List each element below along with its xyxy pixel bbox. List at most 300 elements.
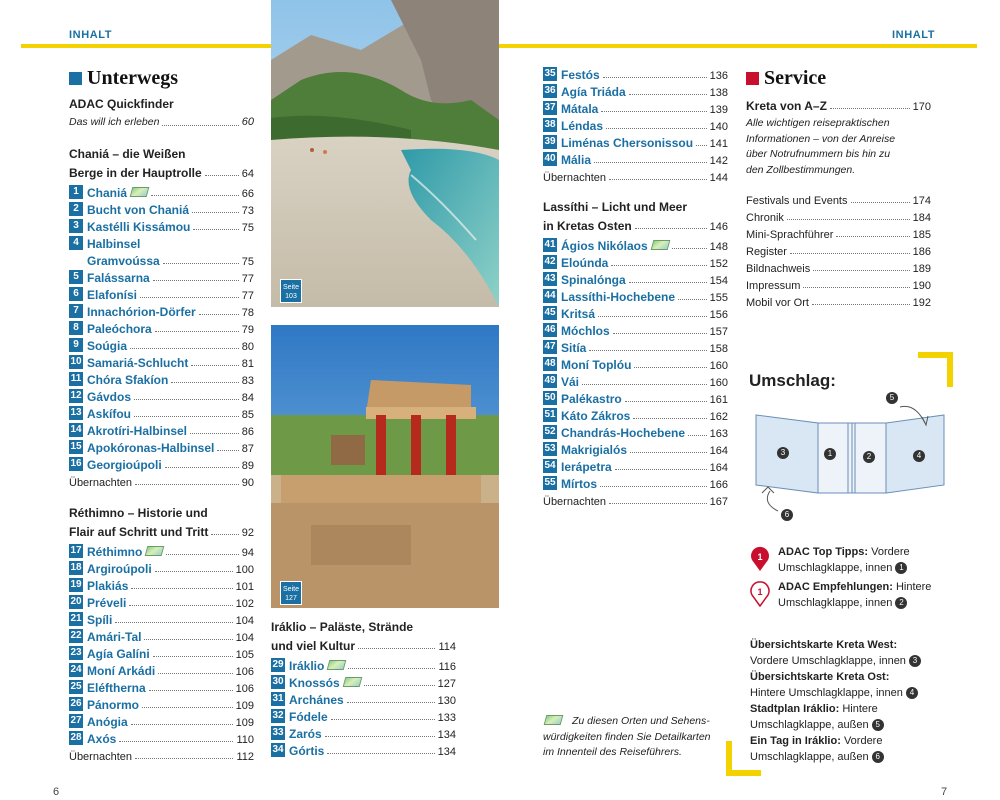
entry-page: 104 — [235, 615, 254, 627]
entry-number-badge: 30 — [272, 676, 284, 687]
entry-page: 184 — [912, 212, 931, 224]
service-entry[interactable] — [746, 207, 931, 224]
header-rule-left — [21, 44, 271, 48]
entry-name: Mírtos — [561, 477, 597, 491]
entry-number-badge: 14 — [70, 424, 82, 435]
leader-dots — [119, 741, 233, 742]
entry-name: Ágios Nikólaos — [561, 239, 648, 253]
kreta-a-z-row[interactable]: Kreta von A–Z 170 — [746, 99, 931, 113]
toc-entry[interactable] — [271, 724, 456, 741]
leader-dots — [812, 304, 910, 305]
entry-number-badge: 3 — [69, 219, 83, 233]
corner-mark-top — [918, 352, 953, 358]
leader-dots — [629, 94, 707, 95]
detail-map-icon — [327, 660, 347, 670]
iraklio-entry-list — [271, 656, 456, 758]
page-number-right: 7 — [941, 786, 948, 798]
entry-name: Akrotíri-Halbinsel — [87, 424, 188, 438]
toc-entry[interactable] — [543, 82, 728, 99]
cover-diagram — [740, 385, 960, 525]
entry-name: Chronik — [746, 212, 784, 224]
section-square-icon — [746, 72, 759, 85]
entry-number-badge: 7 — [69, 304, 83, 318]
entry-number-badge: 36 — [544, 85, 556, 96]
entry-number-badge: 47 — [544, 341, 556, 352]
leader-dots — [582, 384, 707, 385]
leader-dots — [331, 719, 435, 720]
entry-number-badge: 52 — [544, 426, 556, 437]
entry-number-badge: 55 — [544, 477, 556, 488]
toc-entry[interactable] — [543, 304, 728, 321]
leader-dots — [140, 297, 239, 298]
toc-entry[interactable] — [543, 338, 728, 355]
entry-page: 139 — [709, 104, 728, 116]
toc-entry[interactable] — [543, 423, 728, 440]
entry-number-badge: 23 — [70, 647, 82, 658]
region-rethimno-title-1: Réthimno – Historie und — [69, 506, 208, 520]
entry-number-badge: 4 — [69, 236, 83, 250]
entry-page: 163 — [709, 428, 728, 440]
entry-number-badge: 5 — [69, 270, 83, 284]
detail-map-icon — [342, 677, 362, 687]
entry-number-badge: 45 — [544, 307, 556, 318]
entry-name: Paleóchora — [87, 322, 152, 336]
leader-dots — [672, 248, 707, 249]
entry-page: 157 — [709, 326, 728, 338]
entry-number-badge: 17 — [70, 545, 82, 556]
leader-dots — [790, 253, 910, 254]
toc-entry[interactable] — [543, 457, 728, 474]
entry-number-badge: 46 — [544, 324, 556, 335]
empfehlung-icon — [750, 581, 770, 607]
entry-page: 138 — [709, 87, 728, 99]
entry-number-badge: 1 — [69, 185, 83, 199]
entry-name: Kritsá — [561, 307, 596, 321]
toc-entry[interactable] — [543, 389, 728, 406]
entry-name: Eléftherna — [87, 681, 146, 695]
entry-name: Pánormo — [87, 698, 140, 712]
entry-page: 75 — [241, 256, 254, 268]
toc-entry[interactable] — [69, 438, 254, 455]
toc-entry[interactable] — [543, 236, 728, 253]
entry-page: 116 — [438, 661, 456, 673]
toc-entry[interactable] — [543, 372, 728, 389]
cover-label-2: 2 — [863, 451, 875, 463]
entry-name: Spinalónga — [561, 273, 626, 287]
leader-dots — [134, 416, 239, 417]
toc-entry[interactable] — [69, 610, 254, 627]
entry-page: 155 — [709, 292, 728, 304]
leader-dots — [199, 314, 239, 315]
header-rule-right — [499, 44, 977, 48]
knossos-illustration — [271, 325, 499, 608]
entry-page: 158 — [709, 343, 728, 355]
entry-page: 152 — [709, 258, 728, 270]
toc-entry[interactable] — [69, 183, 254, 200]
toc-entry[interactable] — [69, 251, 254, 268]
entry-number-badge: 42 — [544, 256, 556, 267]
toc-entry[interactable] — [69, 576, 254, 593]
map-note: Zu diesen Orten und Sehens- würdigkeiten finden Sie Detailkarten im Innenteil des Reiseführers. — [543, 715, 711, 758]
leader-dots — [325, 736, 435, 737]
leader-dots — [813, 270, 909, 271]
entry-number-badge: 2 — [69, 202, 83, 216]
leader-dots — [217, 450, 238, 451]
entry-number-badge: 53 — [544, 443, 556, 454]
toc-entry[interactable] — [271, 690, 456, 707]
service-entry[interactable] — [746, 292, 931, 309]
page-number-left: 6 — [53, 786, 60, 798]
toc-entry[interactable] — [69, 712, 254, 729]
entry-page: 156 — [709, 309, 728, 321]
entry-page: 148 — [709, 241, 728, 253]
toc-entry[interactable] — [69, 336, 254, 353]
entry-page: 110 — [236, 734, 254, 746]
toc-entry[interactable] — [543, 474, 728, 491]
entry-page: 142 — [709, 155, 728, 167]
leader-dots — [634, 367, 706, 368]
toc-entry[interactable] — [69, 217, 254, 234]
toc-entry[interactable] — [271, 707, 456, 724]
entry-name: Mini-Sprachführer — [746, 229, 834, 241]
header-right: INHALT — [892, 29, 936, 41]
entry-number-badge: 41 — [544, 239, 556, 250]
leader-dots — [155, 571, 233, 572]
entry-number-badge: 26 — [70, 698, 82, 709]
entry-name: Palékastro — [561, 392, 622, 406]
entry-name: Anógia — [87, 715, 128, 729]
entry-name: Festós — [561, 68, 600, 82]
leader-dots — [193, 229, 238, 230]
toc-entry[interactable] — [69, 644, 254, 661]
lassithi-entry-list — [543, 236, 728, 491]
entry-name: Festivals und Events — [746, 195, 848, 207]
entry-name: Ierápetra — [561, 460, 612, 474]
toc-entry[interactable] — [69, 285, 254, 302]
toc-entry[interactable] — [543, 287, 728, 304]
service-entry[interactable] — [746, 190, 931, 207]
entry-name: Chaniá — [87, 186, 128, 200]
toc-entry[interactable] — [271, 741, 456, 758]
overview-row[interactable]: Übernachten 112 — [69, 751, 254, 763]
leader-dots — [696, 145, 707, 146]
iraklio-entry-list-cont — [543, 65, 728, 167]
toc-entry[interactable] — [69, 627, 254, 644]
leader-dots — [192, 212, 239, 213]
leader-dots — [163, 263, 239, 264]
entry-name: Agía Galíni — [87, 647, 150, 661]
entry-name: Archánes — [289, 693, 344, 707]
cover-label-5: 5 — [886, 392, 898, 404]
leader-dots — [629, 282, 707, 283]
leader-dots — [158, 673, 232, 674]
entry-number-badge: 24 — [70, 664, 82, 675]
toc-column-1 — [69, 66, 254, 763]
entry-name: Lassíthi-Hochebene — [561, 290, 676, 304]
rethimno-entry-list — [69, 542, 254, 746]
leader-dots — [600, 486, 707, 487]
toc-entry[interactable] — [69, 370, 254, 387]
entry-number-badge: 38 — [544, 119, 556, 130]
entry-name: Georgioúpoli — [87, 458, 162, 472]
leader-dots — [678, 299, 707, 300]
page-badge-127: Seite 127 — [280, 581, 302, 605]
leader-dots — [327, 753, 434, 754]
leader-dots — [166, 554, 238, 555]
entry-page: 164 — [709, 445, 728, 457]
toc-entry[interactable] — [543, 406, 728, 423]
detail-map-icon — [145, 546, 165, 556]
leader-dots — [615, 469, 707, 470]
entry-page: 79 — [241, 324, 254, 336]
entry-name: Mália — [561, 153, 592, 167]
entry-name: Gávdos — [87, 390, 132, 404]
entry-number-badge: 29 — [272, 659, 284, 670]
leader-dots — [153, 280, 239, 281]
entry-page: 133 — [437, 712, 456, 724]
quickfinder-row[interactable]: Das will ich erleben 60 — [69, 115, 254, 128]
entry-name: Káto Zákros — [561, 409, 631, 423]
overview-row[interactable]: Übernachten 90 — [69, 477, 254, 489]
entry-page: 185 — [912, 229, 931, 241]
leader-dots — [347, 702, 435, 703]
legend-empfehlungen: 1 ADAC Empfehlungen: Hintere Umschlagklappe, innen 2 — [750, 579, 950, 611]
entry-page: 160 — [709, 377, 728, 389]
toc-entry[interactable] — [69, 455, 254, 472]
toc-entry[interactable] — [69, 559, 254, 576]
umschlag-title: Umschlag: — [749, 371, 836, 390]
leader-dots — [598, 316, 707, 317]
entry-name: Vái — [561, 375, 580, 389]
entry-number-badge: 34 — [272, 744, 284, 755]
entry-page: 109 — [235, 700, 254, 712]
entry-name: Mátala — [561, 102, 599, 116]
leader-dots — [144, 639, 232, 640]
toc-entry[interactable] — [69, 661, 254, 678]
entry-page: 66 — [241, 188, 254, 200]
entry-page: 109 — [235, 717, 254, 729]
entry-name: Register — [746, 246, 787, 258]
entry-name: Zarós — [289, 727, 322, 741]
entry-name: Halbinsel — [87, 237, 141, 251]
leader-dots — [115, 622, 232, 623]
entry-name: Fódele — [289, 710, 328, 724]
cover-label-1: 1 — [824, 448, 836, 460]
toc-entry[interactable] — [271, 673, 456, 690]
leader-dots — [155, 331, 239, 332]
region-rethimno-row[interactable]: Flair auf Schritt und Tritt 92 — [69, 525, 254, 539]
entry-page: 89 — [241, 460, 254, 472]
photo-knossos — [271, 325, 499, 608]
entry-name: Préveli — [87, 596, 127, 610]
entry-page: 134 — [437, 746, 456, 758]
entry-number-badge: 8 — [69, 321, 83, 335]
entry-name: Bildnachweis — [746, 263, 811, 275]
leader-dots — [130, 348, 239, 349]
leader-dots — [611, 265, 706, 266]
overview-row[interactable]: Übernachten 144 — [543, 172, 728, 184]
legend-top-tipps: 1 ADAC Top Tipps: Vordere Umschlagklappe, innen 1 — [750, 544, 950, 576]
entry-number-badge: 43 — [544, 273, 556, 284]
toc-entry[interactable] — [543, 99, 728, 116]
entry-number-badge: 37 — [544, 102, 556, 113]
entry-number-badge: 22 — [70, 630, 82, 641]
region-lassithi-row[interactable]: in Kretas Osten 146 — [543, 219, 728, 233]
entry-name: Elafonísi — [87, 288, 138, 302]
region-iraklio-title-1: Iráklio – Paläste, Strände — [271, 620, 414, 634]
service-entry[interactable] — [746, 275, 931, 292]
toc-entry[interactable] — [69, 353, 254, 370]
leader-dots — [625, 401, 707, 402]
entry-page: 75 — [241, 222, 254, 234]
header-left: INHALT — [69, 29, 113, 41]
entry-number-badge: 11 — [70, 373, 82, 384]
leader-dots — [165, 467, 239, 468]
entry-page: 104 — [235, 632, 254, 644]
leader-dots — [190, 433, 239, 434]
leader-dots — [149, 690, 233, 691]
overview-row[interactable]: Übernachten 167 — [543, 496, 728, 508]
entry-number-badge: 18 — [70, 562, 82, 573]
leader-dots — [131, 724, 233, 725]
entry-number-badge: 15 — [70, 441, 82, 452]
toc-entry[interactable] — [69, 268, 254, 285]
entry-name: Kastélli Kissámou — [87, 220, 191, 234]
entry-name: Móchlos — [561, 324, 610, 338]
leader-dots — [191, 365, 238, 366]
service-entry[interactable] — [746, 241, 931, 258]
toc-entry[interactable] — [69, 542, 254, 559]
toc-entry[interactable] — [69, 319, 254, 336]
leader-dots — [603, 77, 707, 78]
detail-map-icon — [130, 187, 150, 197]
region-chania-row[interactable]: Berge in der Hauptrolle 64 — [69, 166, 254, 180]
entry-page: 130 — [437, 695, 456, 707]
region-iraklio-row[interactable]: und viel Kultur 114 — [271, 639, 456, 653]
entry-number-badge: 9 — [69, 338, 83, 352]
region-chania-title-1: Chaniá – die Weißen — [69, 147, 186, 161]
entry-page: 84 — [241, 392, 254, 404]
entry-page: 102 — [235, 598, 254, 610]
toc-entry[interactable] — [543, 270, 728, 287]
toc-entry[interactable] — [543, 253, 728, 270]
entry-number-badge: 39 — [544, 136, 556, 147]
toc-entry[interactable] — [69, 387, 254, 404]
entry-number-badge: 12 — [70, 390, 82, 401]
service-entry[interactable] — [746, 224, 931, 241]
entry-name: Léndas — [561, 119, 604, 133]
leader-dots — [151, 195, 239, 196]
entry-page: 136 — [709, 70, 728, 82]
entry-number-badge: 32 — [272, 710, 284, 721]
entry-page: 140 — [709, 121, 728, 133]
entry-page: 86 — [241, 426, 254, 438]
entry-number-badge: 31 — [272, 693, 284, 704]
toc-column-4 — [746, 66, 931, 309]
beach-illustration — [271, 0, 499, 307]
cover-legend — [750, 544, 950, 611]
entry-name: Falássarna — [87, 271, 150, 285]
entry-page: 154 — [709, 275, 728, 287]
entry-number-badge: 13 — [70, 407, 82, 418]
entry-page: 87 — [241, 443, 254, 455]
toc-entry[interactable] — [69, 421, 254, 438]
toc-entry[interactable] — [543, 150, 728, 167]
entry-page: 162 — [709, 411, 728, 423]
toc-entry[interactable] — [543, 133, 728, 150]
entry-number-badge: 51 — [544, 409, 556, 420]
section-square-icon — [69, 72, 82, 85]
entry-page: 106 — [235, 683, 254, 695]
cover-label-3: 3 — [777, 447, 789, 459]
entry-name: Amári-Tal — [87, 630, 142, 644]
entry-name: Knossós — [289, 676, 340, 690]
leader-dots — [594, 162, 707, 163]
toc-entry[interactable] — [69, 234, 254, 251]
toc-entry[interactable] — [543, 355, 728, 372]
leader-dots — [787, 219, 910, 220]
entry-page: 101 — [235, 581, 254, 593]
toc-entry[interactable] — [69, 404, 254, 421]
leader-dots — [803, 287, 909, 288]
section-title-service: Service — [746, 66, 931, 90]
entry-number-badge: 40 — [544, 153, 556, 164]
entry-name: Soúgia — [87, 339, 128, 353]
toc-entry[interactable] — [69, 729, 254, 746]
leader-dots — [171, 382, 238, 383]
toc-entry[interactable] — [271, 656, 456, 673]
leader-dots — [836, 236, 909, 237]
leader-dots — [606, 128, 707, 129]
service-entry[interactable] — [746, 258, 931, 275]
entry-name: Sitía — [561, 341, 587, 355]
cover-label-6: 6 — [781, 509, 793, 521]
toc-entry[interactable] — [69, 695, 254, 712]
entry-page: 100 — [235, 564, 254, 576]
entry-number-badge: 54 — [544, 460, 556, 471]
quickfinder-title: ADAC Quickfinder — [69, 97, 174, 111]
entry-name: Moní Toplóu — [561, 358, 632, 372]
leader-dots — [142, 707, 233, 708]
entry-page: 166 — [709, 479, 728, 491]
leader-dots — [601, 111, 706, 112]
entry-name: Innachórion-Dörfer — [87, 305, 196, 319]
page-badge-103: Seite 103 — [280, 279, 302, 303]
detail-map-icon — [544, 715, 564, 725]
corner-mark-bottom — [726, 770, 761, 776]
toc-entry[interactable] — [543, 116, 728, 133]
toc-entry[interactable] — [543, 321, 728, 338]
entry-page: 80 — [241, 341, 254, 353]
maps-list: Übersichtskarte Kreta West: Vordere Umschlagklappe, innen 3 Übersichtskarte Kreta Ost: Hintere Umschlagklappe, innen 4 Stadtplan Iráklio: Hintere Umschlagklappe, außen 5 Ein Tag in Iráklio: Vordere Umschlagklappe, außen 6 — [750, 637, 950, 765]
toc-entry[interactable] — [543, 440, 728, 457]
entry-page: 83 — [241, 375, 254, 387]
entry-number-badge: 28 — [70, 732, 82, 743]
toc-entry[interactable] — [543, 65, 728, 82]
entry-name: Askífou — [87, 407, 132, 421]
entry-name: Gramvoússa — [87, 254, 160, 268]
toc-entry[interactable] — [69, 593, 254, 610]
entry-page: 161 — [709, 394, 728, 406]
entry-name: Samariá-Schlucht — [87, 356, 189, 370]
entry-name: Iráklio — [289, 659, 325, 673]
toc-entry[interactable] — [69, 678, 254, 695]
leader-dots — [688, 435, 707, 436]
toc-entry[interactable] — [69, 302, 254, 319]
entry-name: Impressum — [746, 280, 801, 292]
photo-beach — [271, 0, 499, 307]
toc-entry[interactable] — [69, 200, 254, 217]
